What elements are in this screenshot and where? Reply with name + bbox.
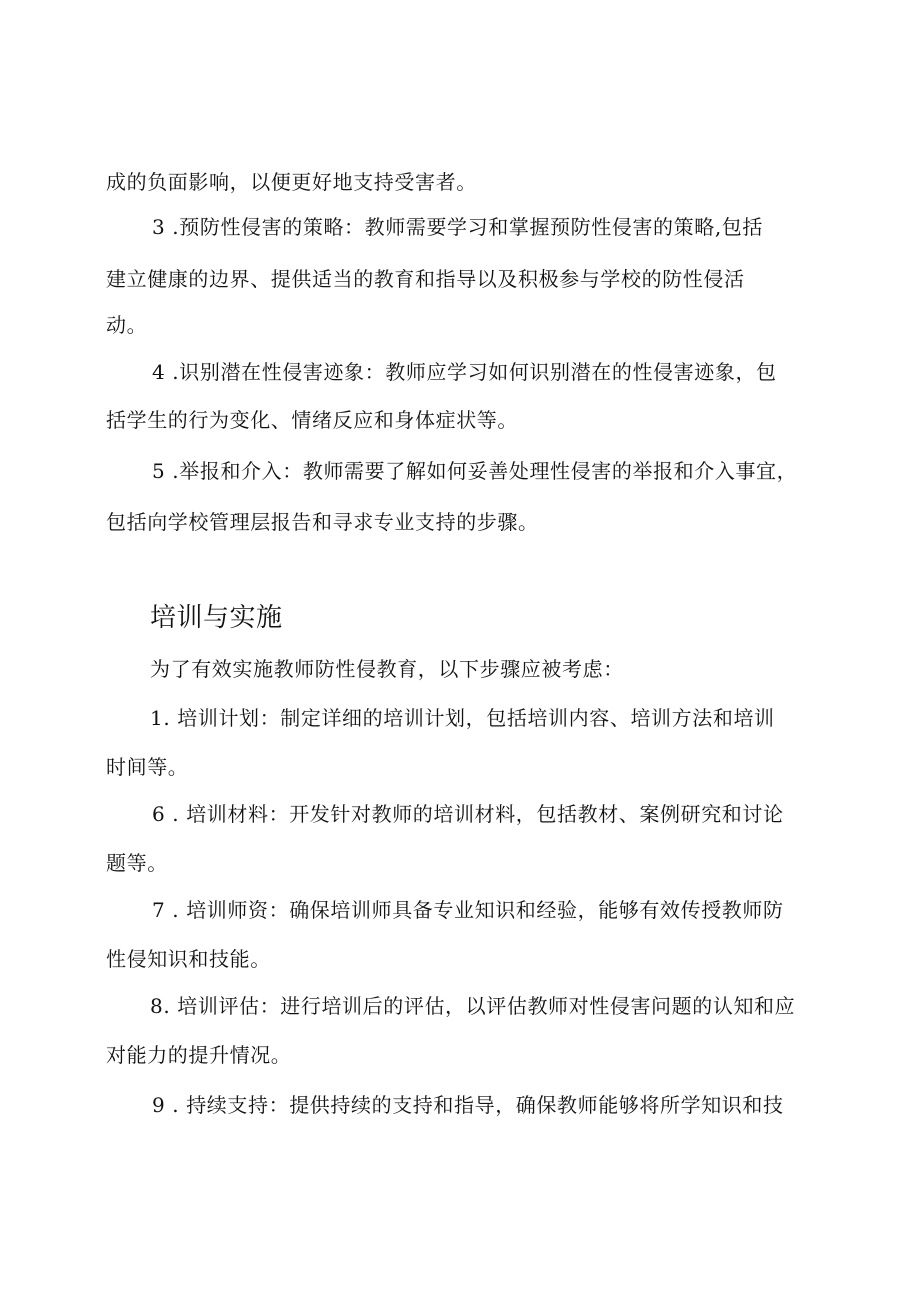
list-item-3-line-1: 3 .预防性侵害的策略：教师需要学习和掌握预防性侵害的策略,包括 [152, 215, 763, 239]
list-item-3-line-3: 动。 [106, 313, 148, 337]
step-item-8-line-1: 8. 培训评估：进行培训后的评估，以评估教师对性侵害问题的认知和应 [150, 994, 796, 1018]
list-item-3-line-2: 建立健康的边界、提供适当的教育和指导以及积极参与学校的防性侵活 [106, 267, 745, 291]
section-heading: 培训与实施 [150, 603, 283, 633]
step-item-7-line-2: 性侵知识和技能。 [106, 947, 271, 971]
step-item-9-line-1: 9 . 持续支持：提供持续的支持和指导，确保教师能够将所学知识和技 [152, 1093, 784, 1117]
step-item-1-line-2: 时间等。 [106, 755, 189, 779]
section-intro: 为了有效实施教师防性侵教育，以下步骤应被考虑： [150, 657, 624, 681]
step-item-6-line-1: 6 . 培训材料：开发针对教师的培训材料，包括教材、案例研究和讨论 [152, 802, 784, 826]
paragraph-continuation: 成的负面影响，以便更好地支持受害者。 [106, 170, 477, 194]
list-item-4-line-2: 括学生的行为变化、情绪反应和身体症状等。 [106, 408, 518, 432]
list-item-5-line-2: 包括向学校管理层报告和寻求专业支持的步骤。 [106, 510, 539, 534]
step-item-1-line-1: 1. 培训计划：制定详细的培训计划，包括培训内容、培训方法和培训 [150, 706, 775, 730]
step-item-8-line-2: 对能力的提升情况。 [106, 1043, 292, 1067]
list-item-4-line-1: 4 .识别潜在性侵害迹象：教师应学习如何识别潜在的性侵害迹象，包 [152, 360, 777, 384]
list-item-5-line-1: 5 .举报和介入：教师需要了解如何妥善处理性侵害的举报和介入事宜， [152, 459, 798, 483]
step-item-7-line-1: 7 . 培训师资：确保培训师具备专业知识和经验，能够有效传授教师防 [152, 898, 784, 922]
step-item-6-line-2: 题等。 [106, 851, 168, 875]
